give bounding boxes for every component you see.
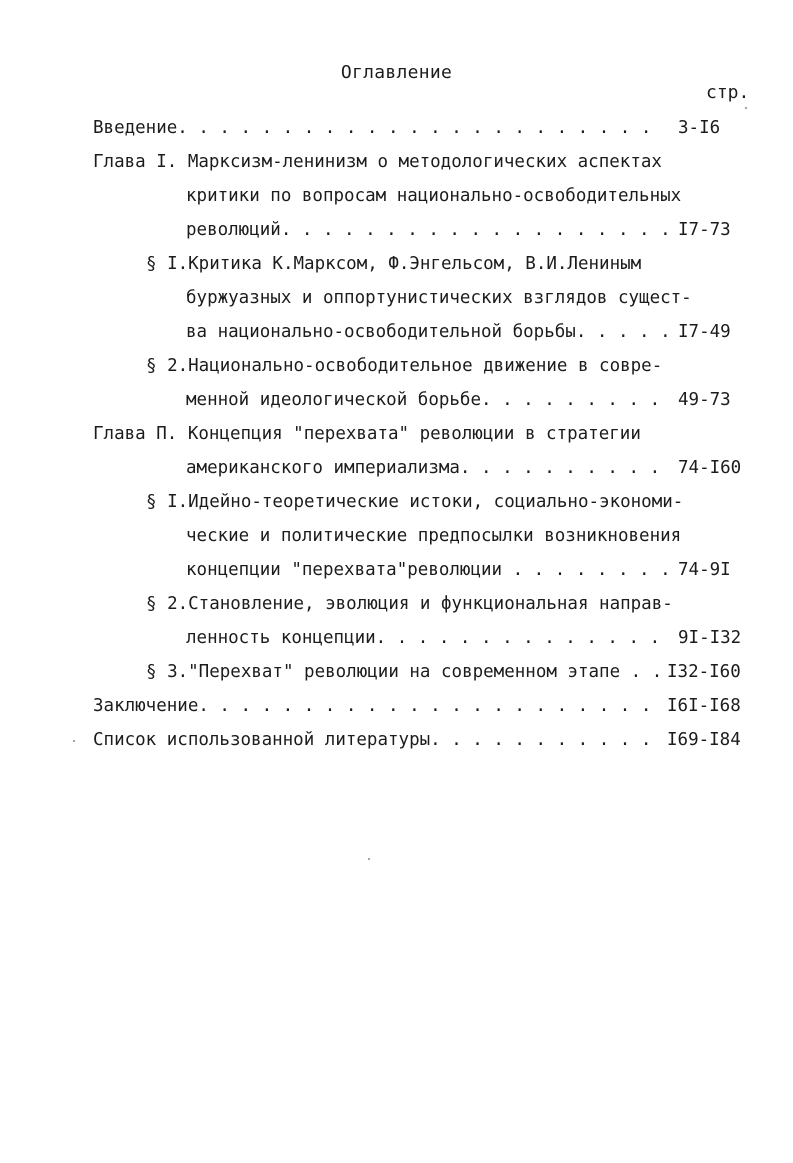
toc-page-range: 3-I6 — [678, 118, 721, 138]
toc-section-2-2-line-2: ленность концепции. . . . . . . . . . . . . . — [186, 628, 661, 648]
scan-speck — [73, 740, 75, 742]
toc-page-range: 49-73 — [678, 390, 731, 410]
toc-section-2-1-line-2: ческие и политические предпосылки возникновения — [186, 526, 682, 546]
toc-chapter-1-line-1: Глава I. Марксизм-ленинизм о методологических аспектах — [93, 152, 662, 172]
toc-page-range: I69-I84 — [667, 730, 741, 750]
toc-section-2-1-line-1: § I.Идейно-теоретические истоки, социально-экономи- — [146, 492, 684, 512]
page-title: Оглавление — [340, 62, 453, 83]
toc-section-1-2-line-1: § 2.Национально-освободительное движение в совре- — [146, 356, 663, 376]
toc-page-range: I7-73 — [678, 220, 731, 240]
toc-chapter-2-line-1: Глава П. Концепция "перехвата" революции в стратегии — [93, 424, 641, 444]
toc-section-2-2-line-1: § 2.Становление, эволюция и функциональная направ- — [146, 594, 673, 614]
toc-section-1-1-line-1: § I.Критика К.Марксом, Ф.Энгельсом, В.И.Лениным — [146, 254, 642, 274]
toc-entry-bibliography: Список использованной литературы. . . . . . . . . . . — [93, 730, 652, 750]
toc-section-1-1-line-3: ва национально-освободительной борьбы. . . . . — [186, 322, 671, 342]
toc-chapter-2-line-2: американского империализма. . . . . . . . . . — [186, 458, 661, 478]
toc-chapter-1-line-2: критики по вопросам национально-освободительных — [186, 186, 682, 206]
toc-section-1-2-line-2: менной идеологической борьбе. . . . . . . . . — [186, 390, 661, 410]
toc-page-range: I6I-I68 — [667, 696, 741, 716]
pages-column-label: стр. — [706, 82, 750, 103]
toc-page-range: 74-I60 — [678, 458, 742, 478]
scan-speck — [368, 858, 370, 860]
toc-section-2-1-line-3: концепции "перехвата"революции . . . . . . . . — [186, 560, 671, 580]
toc-chapter-1-line-3: революций. . . . . . . . . . . . . . . . . . . — [186, 220, 671, 240]
toc-page-range: I7-49 — [678, 322, 731, 342]
toc-entry-conclusion: Заключение. . . . . . . . . . . . . . . . . . . . . . — [93, 696, 652, 716]
toc-section-1-1-line-2: буржуазных и оппортунистических взглядов сущест- — [186, 288, 692, 308]
toc-page-range: 74-9I — [678, 560, 731, 580]
toc-page-range: I32-I60 — [667, 662, 741, 682]
scan-speck — [745, 107, 747, 109]
toc-page-range: 9I-I32 — [678, 628, 742, 648]
toc-section-2-3-line-1: § 3."Перехват" революции на современном этапе . . — [146, 662, 663, 682]
toc-entry-introduction: Введение. . . . . . . . . . . . . . . . . . . . . . . — [93, 118, 652, 138]
